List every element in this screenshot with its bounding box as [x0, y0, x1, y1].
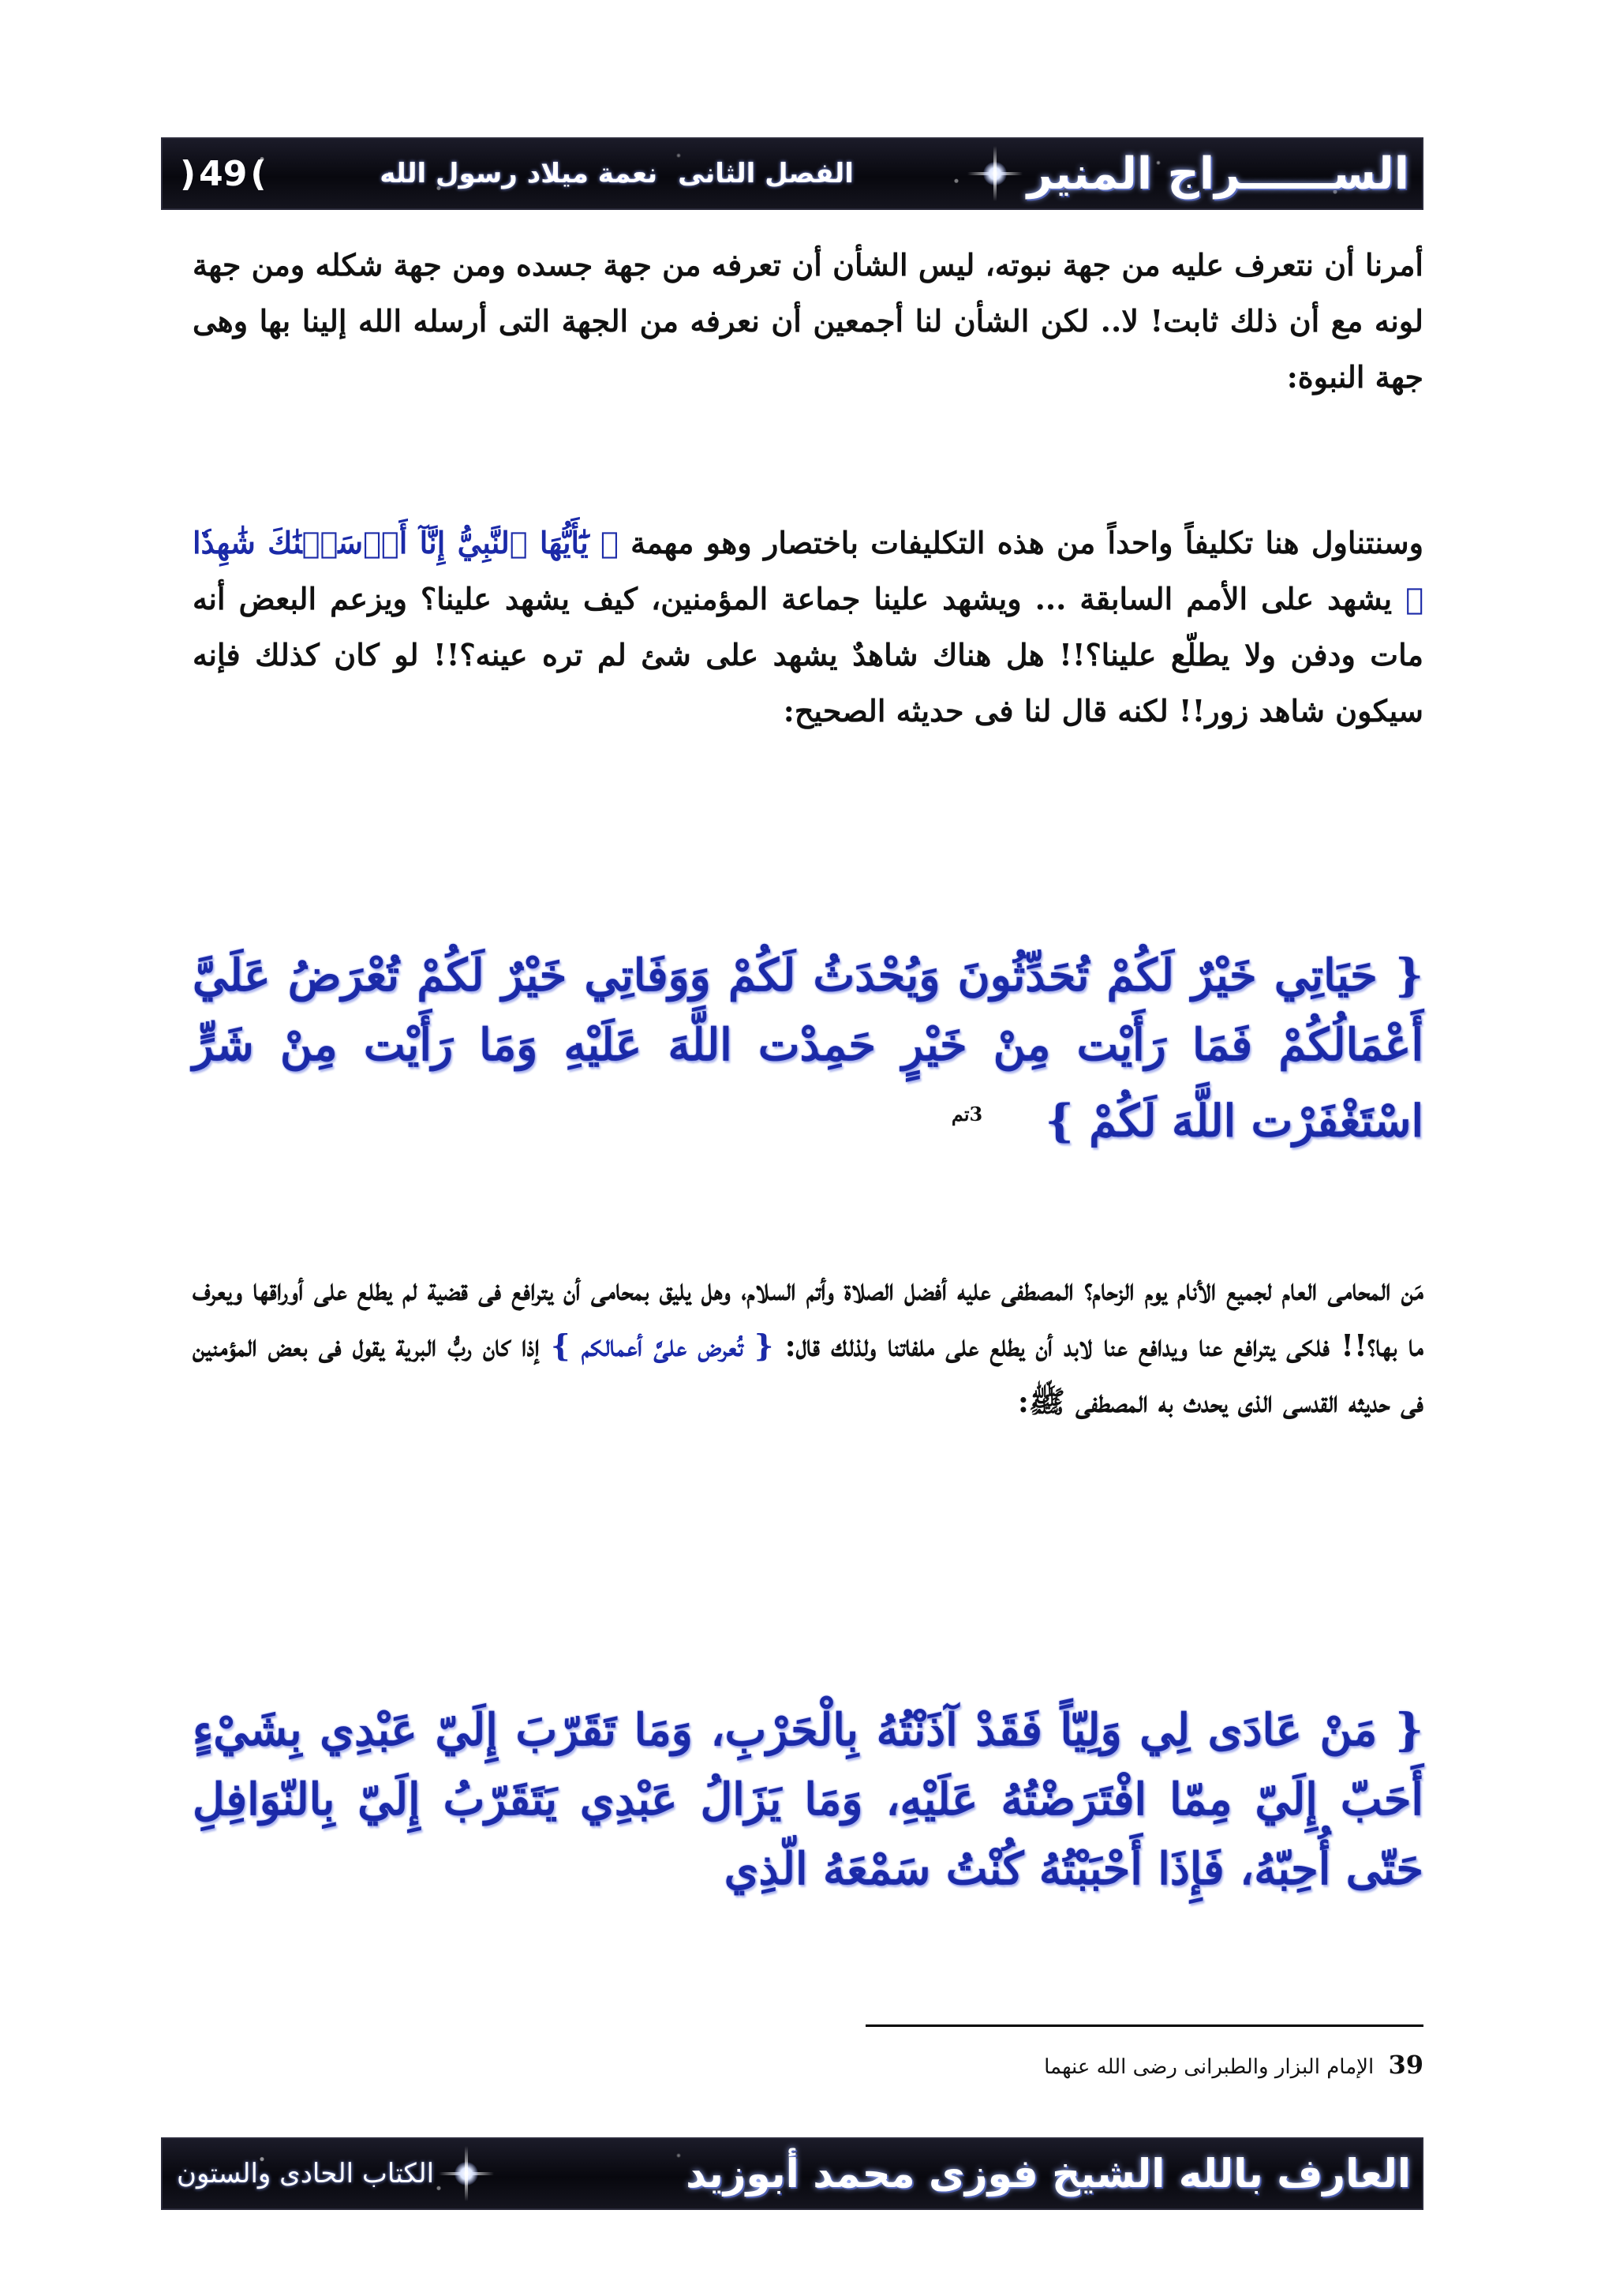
page-paren-open: )	[250, 153, 267, 194]
book-number: الكتاب الحادى والستون	[177, 2158, 435, 2189]
footnote	[1044, 2050, 1423, 2080]
footnote-divider	[866, 2024, 1423, 2027]
hadith-quote-2	[193, 1695, 1423, 1904]
footnote-text: الإمام البزار والطبرانى رضى الله عنهما	[1044, 2055, 1375, 2079]
page-paren-close: (	[180, 153, 196, 194]
author-name: العارف بالله الشيخ فوزى محمد أبوزيد	[686, 2151, 1411, 2197]
hadith-1-footnote-ref: 3تم	[951, 1103, 983, 1126]
page-footer	[161, 2137, 1423, 2210]
paragraph-2	[193, 515, 1423, 739]
section-label: نعمة ميلاد رسول الله	[380, 158, 658, 189]
page-number: 49	[199, 153, 248, 194]
hadith-quote-1	[193, 941, 1423, 1156]
paragraph-1	[193, 237, 1423, 405]
page-header	[161, 137, 1423, 210]
hadith-1-text: { حَيَاتِي خَيْرٌ لَكُمْ تُحَدِّثُونَ وَيُحْدَثُ لَكُمْ وَوَفَاتِي خَيْرٌ لَكُمْ تُعْرَضُ عَلَيَّ أَعْمَالُكُمْ فَمَا رَأَيْت مِنْ خَيْرٍ حَمِدْت اللَّهَ عَلَيْهِ وَمَا رَأَيْت مِنْ شَرٍّ اسْتَغْفَرْت اللَّهَ لَكُمْ }	[193, 949, 1423, 1148]
inline-hadith-quote: { تُعرض علىَّ أعمالكم }	[551, 1328, 774, 1363]
paragraph-1-text: أمرنا أن نتعرف عليه من جهة نبوته، ليس الشأن أن تعرفه من جهة جسده ومن جهة شكله ومن جهة لونه مع أن ذلك ثابت! لا.. لكن الشأن لنا أجمعين أن نعرفه من الجهة التى أرسله الله إلينا بها وهى جهة النبوة:	[193, 247, 1423, 395]
quran-verse: ﴿ يَٰٓأَيُّهَا ٱلنَّبِيُّ إِنَّآ أَرۡسَلۡنَٰكَ شَٰهِدٗا ﴾	[193, 525, 1423, 616]
sparkle-star-icon	[439, 2146, 494, 2201]
hadith-2-text: { مَنْ عَادَى لِي وَلِيّاً فَقَدْ آذَنْتُهُ بِالْحَرْبِ، وَمَا تَقَرّبَ إِلَيّ عَبْدِي بِشَيْءٍ أَحَبّ إِلَيّ مِمّا افْتَرَضْتُهُ عَلَيْهِ، وَمَا يَزَالُ عَبْدِي يَتَقَرّبُ إِلَيّ بِالنّوَافِلِ حَتّى أُحِبّهُ، فَإِذَا أَحْبَبْتُهُ كُنْتُ سَمْعَهُ الّذِي	[193, 1704, 1423, 1895]
book-brand-title: الســــــراج المنير	[1027, 148, 1409, 200]
footnote-number: 39	[1388, 2050, 1423, 2080]
sparkle-star-icon	[967, 146, 1023, 201]
paragraph-3-body: إذا كان ربُّ البرية يقول فى بعض المؤمنين فى حديثه القدسى الذى يحدث به المصطفى ﷺ:	[193, 1328, 1423, 1419]
chapter-label: الفصل الثانى	[678, 158, 854, 189]
paragraph-3	[193, 1261, 1423, 1429]
paragraph-2-body: يشهد على الأمم السابقة ... ويشهد علينا جماعة المؤمنين، كيف يشهد علينا؟ ويزعم البعض أنه مات ودفن ولا يطلّع علينا؟!! هل هناك شاهدٌ يشهد على شئ لم تره عينه؟!! لو كان كذلك فإنه سيكون شاهد زور!! لكنه قال لنا فى حديثه الصحيح:	[193, 581, 1423, 729]
paragraph-3-intro: مَن المحامى العام لجميع الأنام يوم الزحام؟ المصطفى عليه أفضل الصلاة وأتم السلام، وهل يليق بمحامى أن يترافع فى قضية لم يطلع على أوراقها ويعرف ما بها؟!! فلكى يترافع عنا ويدافع عنا لابد أن يطلع على ملفاتنا ولذلك قال:	[193, 1272, 1423, 1363]
paragraph-2-intro: وسنتناول هنا تكليفاً واحداً من هذه التكليفات باختصار وهو مهمة	[630, 525, 1423, 560]
